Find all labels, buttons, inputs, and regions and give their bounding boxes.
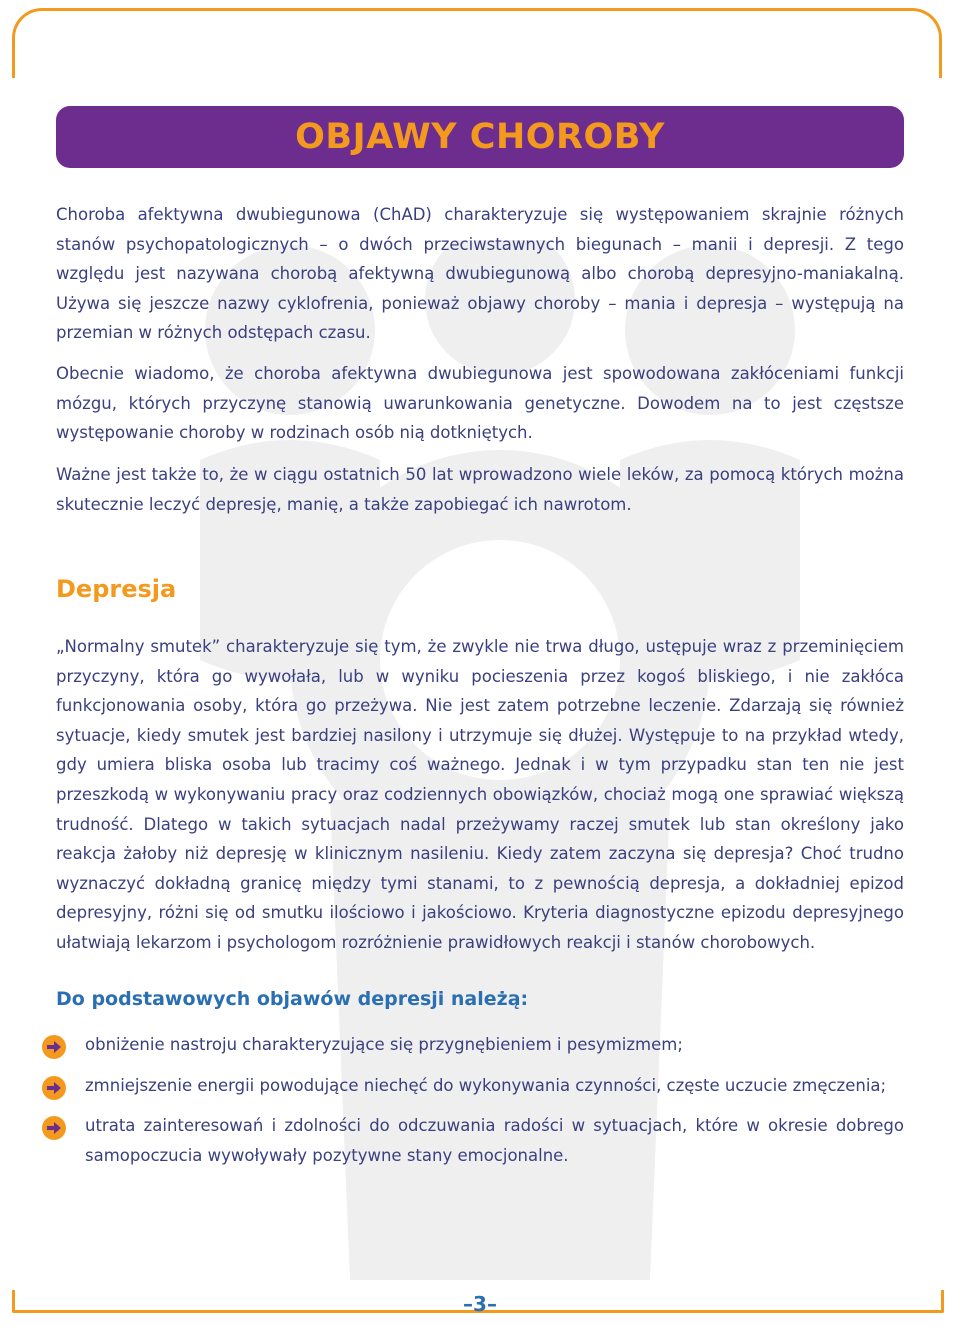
symptoms-list: [42, 1030, 904, 1181]
arrow-right-circle-icon: [42, 1035, 66, 1059]
symptoms-heading: Do podstawowych objawów depresji należą:: [56, 988, 529, 1010]
cause-paragraph: Obecnie wiadomo, że choroba afektywna dwubiegunowa jest spowodowana zakłóceniami funkcji mózgu, których przyczynę stanowią uwarunkowania genetyczne. Dowodem na to jest częstsze występowanie choroby w rodzinach osób nią dotkniętych.: [56, 364, 904, 443]
title-banner: [56, 106, 904, 168]
section-heading-depresja: Depresja: [56, 575, 177, 603]
list-item: [42, 1030, 904, 1060]
list-item-text: zmniejszenie energii powodujące niechęć do wykonywania czynności, częste uczucie zmęczenia;: [85, 1075, 887, 1095]
list-item-text: obniżenie nastroju charakteryzujące się przygnębieniem i pesymizmem;: [85, 1035, 683, 1054]
list-item-text: utrata zainteresowań i zdolności do odczuwania radości w sytuacjach, które w okresie dobrego samopoczucia wywoływały pozytywne stany emocjonalne.: [85, 1116, 904, 1165]
page-frame-top: [12, 8, 942, 78]
arrow-right-circle-icon: [42, 1076, 66, 1100]
intro-paragraph: Choroba afektywna dwubiegunowa (ChAD) charakteryzuje się występowaniem skrajnie różnych stanów psychopatologicznych – o dwóch przeciwstawnych biegunach – manii i depresji. Z tego względu jest nazywana chorobą afektywną dwubiegunową albo chorobą depresyjno-maniakalną. Używa się jeszcze nazwy cyklofrenia, ponieważ objawy choroby – mania i depresja – występują na przemian w różnych odstępach czasu.: [56, 205, 904, 343]
list-item: [42, 1071, 904, 1101]
depresja-paragraph: „Normalny smutek” charakteryzuje się tym, że zwykle nie trwa długo, ustępuje wraz z przeminięciem przyczyny, która go wywołała, lub w wyniku pocieszenia przez kogoś bliskiego, i nie zakłóca funkcjonowania osoby, która go przeżywa. Nie jest zatem potrzebne leczenie. Zdarzają się również sytuacje, kiedy smutek jest bardziej nasilony i utrzymuje się dłużej. Występuje to na przykład wtedy, gdy umiera bliska osoba lub tracimy coś ważnego. Jednak i w tym przypadku stan ten nie jest przeszkodą w wykonywaniu pracy oraz codziennych obowiązków, chociaż mogą one sprawiać większą trudność. Dlatego w takich sytuacjach nadal przeżywamy raczej smutek lub stan określony jako reakcja żałoby niż depresję w klinicznym nasileniu. Kiedy zatem zaczyna się depresja? Choć trudno wyznaczyć dokładną granicę między tymi stanami, to z pewnością depresja, a dokładniej epizod depresyjny, różni się od smutku ilościowo i jakościowo. Kryteria diagnostyczne epizodu depresyjnego ułatwiają lekarzom i psychologom rozróżnienie prawidłowych reakcji i stanów chorobowych.: [56, 637, 904, 952]
page-number: –3–: [463, 1292, 497, 1316]
arrow-right-circle-icon: [42, 1116, 66, 1140]
list-item: [42, 1111, 904, 1170]
treatment-paragraph: Ważne jest także to, że w ciągu ostatnich 50 lat wprowadzono wiele leków, za pomocą których można skutecznie leczyć depresję, manię, a także zapobiegać ich nawrotom.: [56, 465, 904, 514]
page-title: OBJAWY CHOROBY: [295, 117, 665, 157]
